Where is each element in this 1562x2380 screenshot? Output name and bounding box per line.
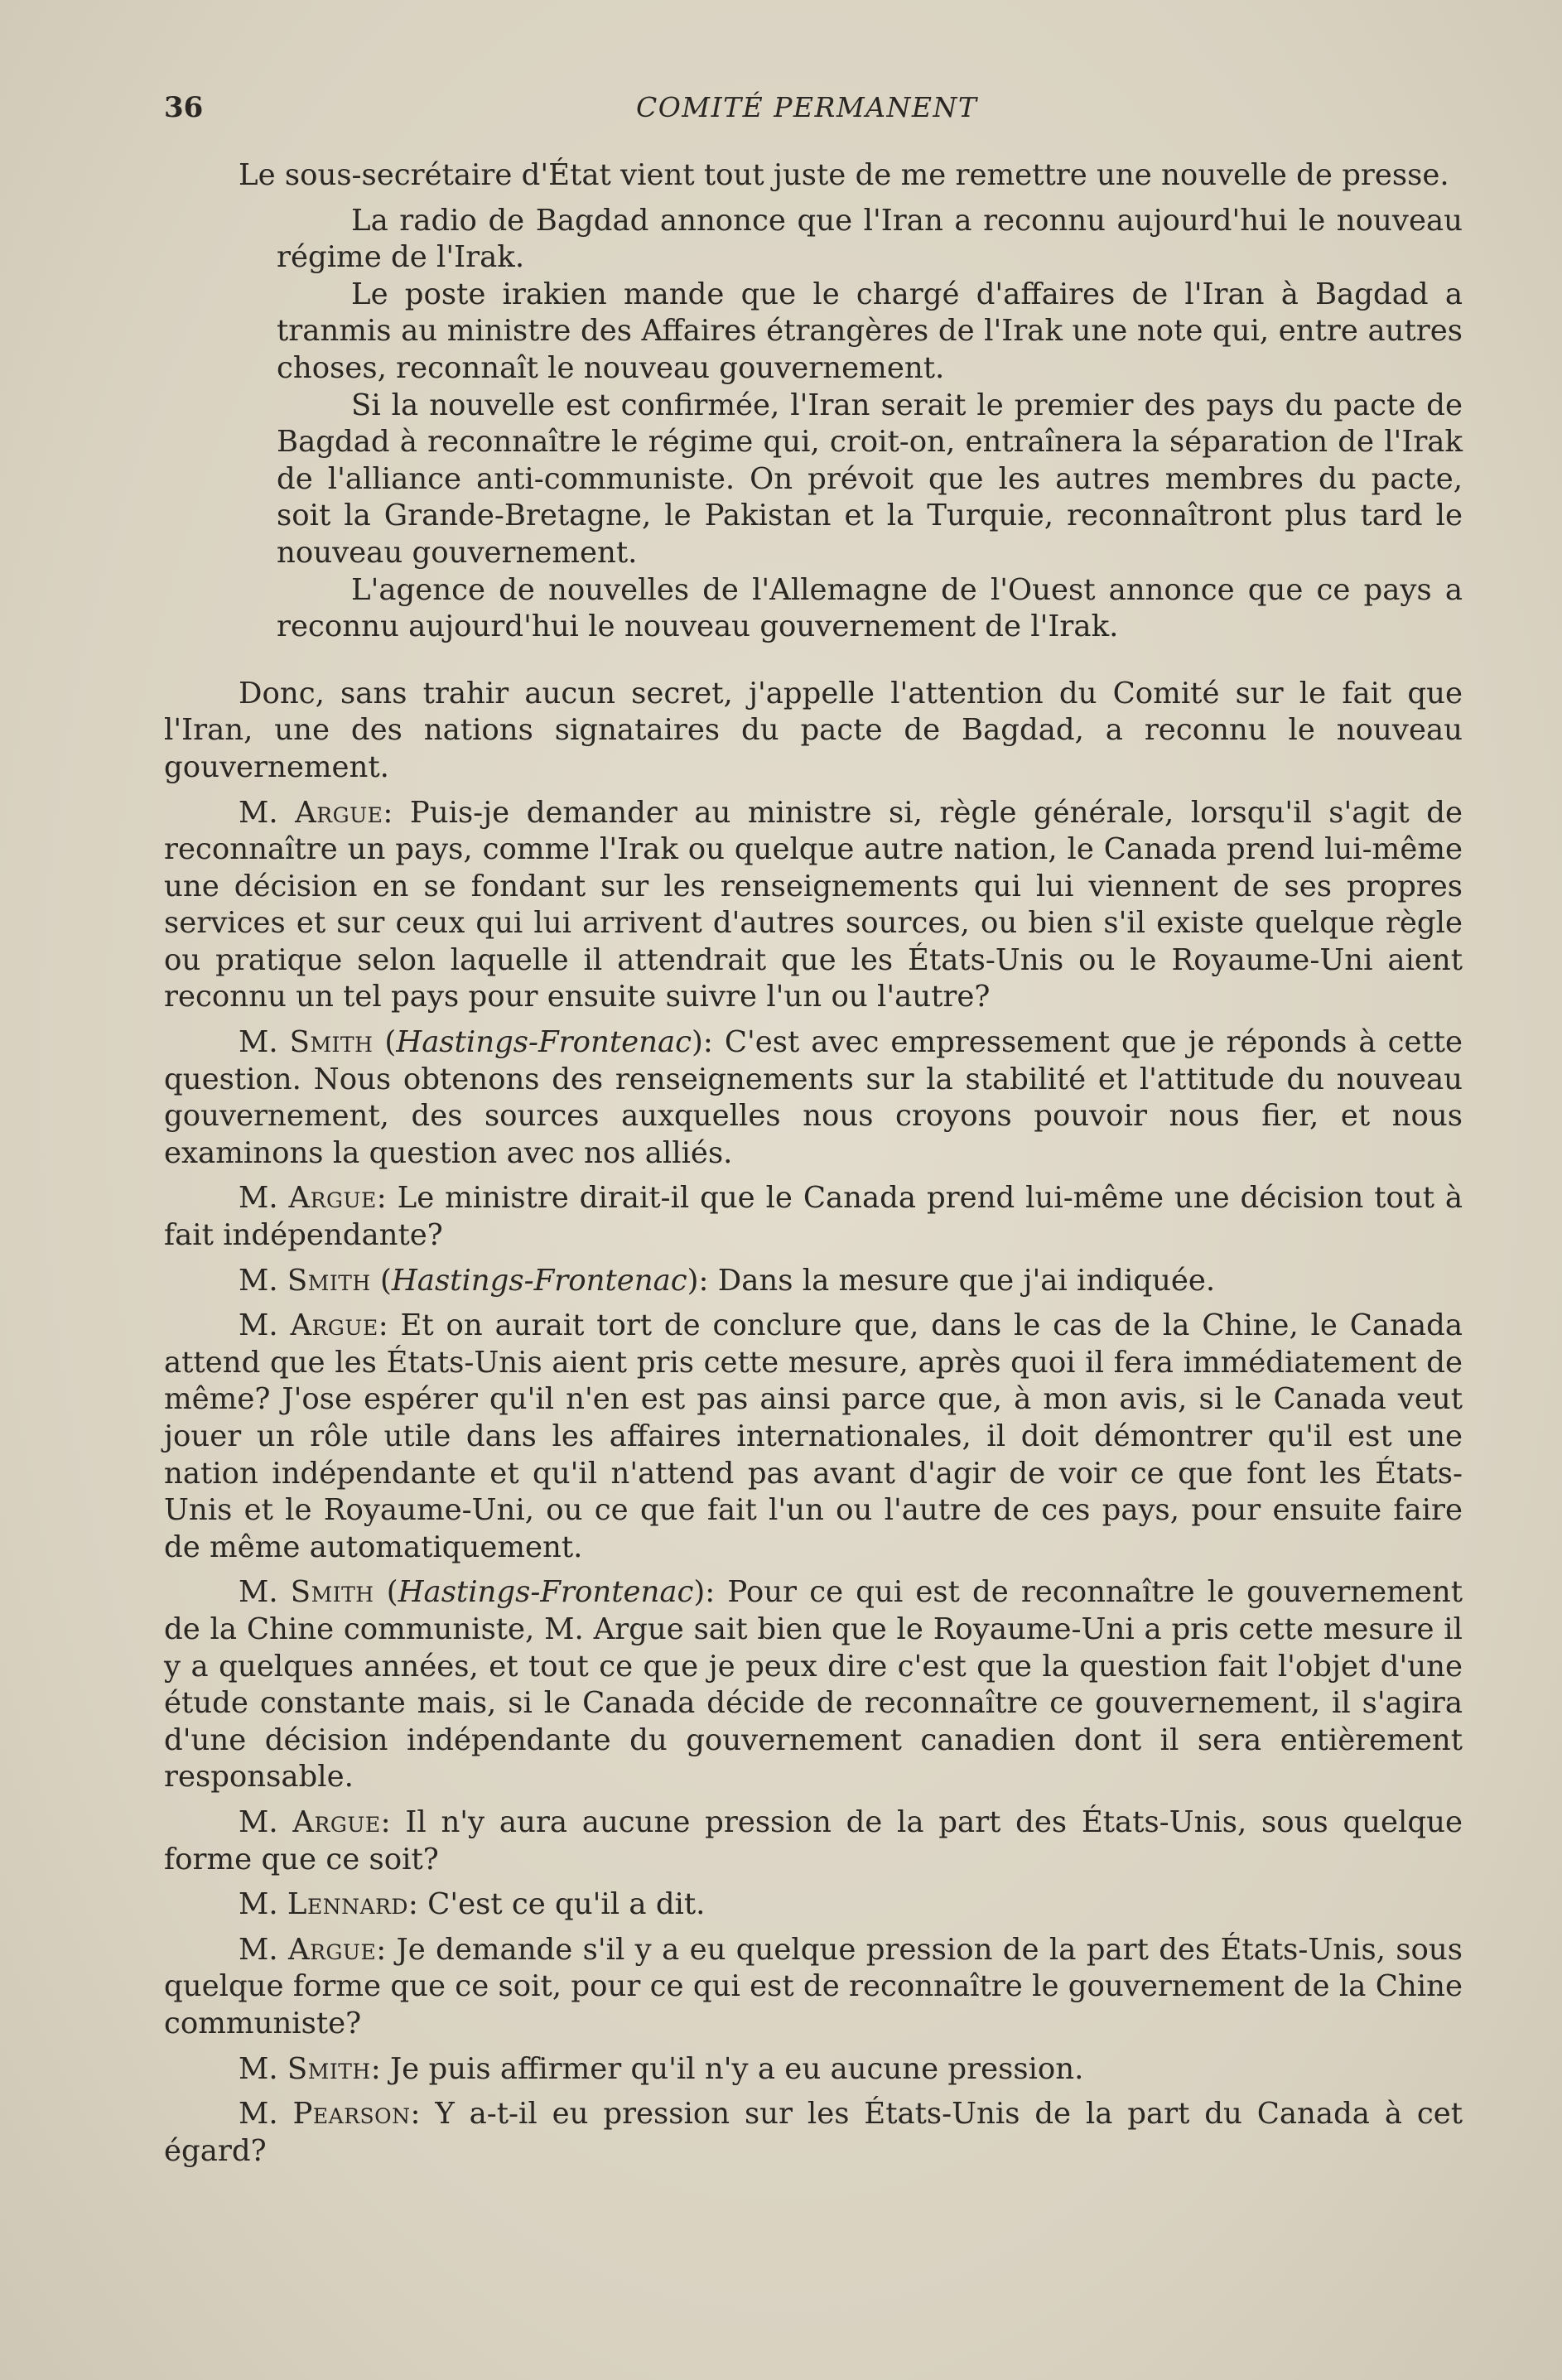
speaker-name: Argue	[292, 1804, 381, 1839]
quote-paragraph: Le poste irakien mande que le chargé d'affaires de l'Iran à Bagdad a tranmis au ministre des Affaires étrangères de l'Irak une note qui, entre autres choses, reconnaît le nouveau gouvernement.	[277, 277, 1463, 385]
transcript-paragraph	[164, 676, 1463, 787]
transcript-paragraph: M. Argue: Le ministre dirait-il que le Canada prend lui-même une décision tout à fait indépendante?	[164, 1181, 1463, 1253]
quote-paragraph: La radio de Bagdad annonce que l'Iran a reconnu aujourd'hui le nouveau régime de l'Irak.	[277, 203, 1463, 275]
speaker-name: Argue	[288, 1181, 377, 1216]
speech-text: Je demande s'il y a eu quelque pression de la part des États-Unis, sous quelque forme que ce soit, pour ce qui est de reconnaître le gouvernement de la Chine communiste?	[164, 1932, 1463, 2040]
speaker-name: Argue	[287, 1932, 377, 1967]
speaker-name: Argue	[295, 795, 383, 830]
transcript-paragraph: M. Argue: Puis-je demander au ministre si, règle générale, lorsqu'il s'agit de reconnaître un pays, comme l'Irak ou quelque autre nation, le Canada prend lui-même une décision en se fondant sur les renseignements qui lui viennent de ses propres services et sur ceux qui lui arrivent d'autres sources, ou bien s'il existe quelque règle ou pratique selon laquelle il attendrait que les États-Unis ou le Royaume-Uni aient reconnu un tel pays pour ensuite suivre l'un ou l'autre?	[164, 795, 1463, 1014]
speaker-riding: Hastings-Frontenac	[398, 1575, 694, 1610]
quote-paragraph: Si la nouvelle est confirmée, l'Iran serait le premier des pays du pacte de Bagdad à reconnaître le régime qui, croit-on, entraînera la séparation de l'Irak de l'alliance anti-communiste. On prévoit que les autres membres du pacte, soit la Grande-Bretagne, le Pakistan et la Turquie, reconnaîtront plus tard le nouveau gouvernement.	[277, 388, 1463, 570]
transcript-paragraph: M. Smith: Je puis affirmer qu'il n'y a eu aucune pression.	[239, 2051, 1084, 2086]
speech-text: Et on aurait tort de conclure que, dans le cas de la Chine, le Canada attend que les États-Unis aient pris cette mesure, après quoi il fera immédiatement de même? J'ose espérer qu'il n'en est pas ainsi parce que, à mon avis, si le Canada veut jouer un rôle utile dans les affaires internationales, il doit démontrer qu'il est une nation indépendante et qu'il n'attend pas avant d'agir de voir ce que font les États-Unis et le Royaume-Uni, ou ce que fait l'un ou l'autre de ces pays, pour ensuite faire de même automatiquement.	[164, 1308, 1463, 1564]
transcript-paragraph: M. Argue: Il n'y aura aucune pression de la part des États-Unis, sous quelque forme que ce soit?	[164, 1804, 1463, 1877]
speech-text: C'est ce qu'il a dit.	[427, 1887, 706, 1922]
speech-text: Donc, sans trahir aucun secret, j'appelle l'attention du Comité sur le fait que l'Iran, une des nations signataires du pacte de Bagdad, a reconnu le nouveau gouvernement.	[164, 676, 1463, 784]
speaker-name: Smith	[290, 1575, 374, 1610]
speaker-name: Pearson	[292, 2097, 411, 2132]
running-title: COMITÉ PERMANENT	[636, 91, 978, 123]
page-body	[164, 157, 1463, 2170]
speech-text: C'est avec empressement que je réponds à cette question. Nous obtenons des renseignements sur la stabilité et l'attitude du nouveau gouvernement, des sources auxquelles nous croyons pouvoir nous fier, et nous examinons la question avec nos alliés.	[164, 1025, 1463, 1170]
speaker-name: Lennard	[287, 1887, 408, 1922]
speaker-name: Smith	[287, 2051, 371, 2086]
speech-text: Dans la mesure que j'ai indiquée.	[717, 1263, 1216, 1298]
speech-text: Pour ce qui est de reconnaître le gouvernement de la Chine communiste, M. Argue sait bien que le Royaume-Uni a pris cette mesure il y a quelques années, et tout ce que je peux dire c'est que la question fait l'objet d'une étude constante mais, si le Canada décide de reconnaître ce gouvernement, il s'agira d'une décision indépendante du gouvernement canadien dont il sera entièrement responsable.	[164, 1575, 1463, 1795]
speech-text: Il n'y aura aucune pression de la part des États-Unis, sous quelque forme que ce soit?	[164, 1804, 1463, 1877]
speech-text: Y a-t-il eu pression sur les États-Unis de la part du Canada à cet égard?	[164, 2097, 1463, 2168]
speech-text: Le ministre dirait-il que le Canada prend lui-même une décision tout à fait indépendante?	[164, 1181, 1463, 1253]
quote-opening: Le sous-secrétaire d'État vient tout juste de me remettre une nouvelle de presse.	[239, 158, 1449, 192]
running-head	[164, 91, 1463, 141]
transcript-paragraph: M. Smith (Hastings-Frontenac): C'est avec empressement que je réponds à cette question. Nous obtenons des renseignements sur la stabilité et l'attitude du nouveau gouvernement, des sources auxquelles nous croyons pouvoir nous fier, et nous examinons la question avec nos alliés.	[164, 1025, 1463, 1170]
quote-paragraph: L'agence de nouvelles de l'Allemagne de l'Ouest annonce que ce pays a reconnu aujourd'hui le nouveau gouvernement de l'Irak.	[277, 572, 1463, 644]
speech-text: Puis-je demander au ministre si, règle générale, lorsqu'il s'agit de reconnaître un pays, comme l'Irak ou quelque autre nation, le Canada prend lui-même une décision en se fondant sur les renseignements qui lui viennent de ses propres services et sur ceux qui lui arrivent d'autres sources, ou bien s'il existe quelque règle ou pratique selon laquelle il attendrait que les États-Unis ou le Royaume-Uni aient reconnu un tel pays pour ensuite suivre l'un ou l'autre?	[164, 795, 1463, 1014]
transcript-paragraph: M. Argue: Et on aurait tort de conclure que, dans le cas de la Chine, le Canada attend que les États-Unis aient pris cette mesure, après quoi il fera immédiatement de même? J'ose espérer qu'il n'en est pas ainsi parce que, à mon avis, si le Canada veut jouer un rôle utile dans les affaires internationales, il doit démontrer qu'il est une nation indépendante et qu'il n'attend pas avant d'agir de voir ce que font les États-Unis et le Royaume-Uni, ou ce que fait l'un ou l'autre de ces pays, pour ensuite faire de même automatiquement.	[164, 1308, 1463, 1564]
transcript-paragraph: M. Pearson: Y a-t-il eu pression sur les États-Unis de la part du Canada à cet égard?	[164, 2097, 1463, 2168]
quoted-dispatch	[277, 203, 1463, 646]
transcript-paragraph: M. Smith (Hastings-Frontenac): Dans la mesure que j'ai indiquée.	[239, 1263, 1216, 1298]
speaker-riding: Hastings-Frontenac	[391, 1263, 687, 1298]
transcript-paragraph: M. Argue: Je demande s'il y a eu quelque pression de la part des États-Unis, sous quelque forme que ce soit, pour ce qui est de reconnaître le gouvernement de la Chine communiste?	[164, 1932, 1463, 2040]
speaker-name: Argue	[290, 1308, 378, 1343]
speaker-riding: Hastings-Frontenac	[396, 1025, 692, 1060]
transcript-paragraph: M. Smith (Hastings-Frontenac): Pour ce qui est de reconnaître le gouvernement de la Chine communiste, M. Argue sait bien que le Royaume-Uni a pris cette mesure il y a quelques années, et tout ce que je peux dire c'est que la question fait l'objet d'une étude constante mais, si le Canada décide de reconnaître ce gouvernement, il s'agira d'une décision indépendante du gouvernement canadien dont il sera entièrement responsable.	[164, 1575, 1463, 1795]
transcript-paragraph: M. Lennard: C'est ce qu'il a dit.	[239, 1887, 706, 1922]
page-number: 36	[164, 91, 204, 124]
speaker-name: Smith	[289, 1025, 374, 1060]
speaker-name: Smith	[287, 1263, 371, 1298]
transcript	[164, 676, 1463, 2170]
speech-text: Je puis affirmer qu'il n'y a eu aucune pression.	[389, 2051, 1084, 2086]
